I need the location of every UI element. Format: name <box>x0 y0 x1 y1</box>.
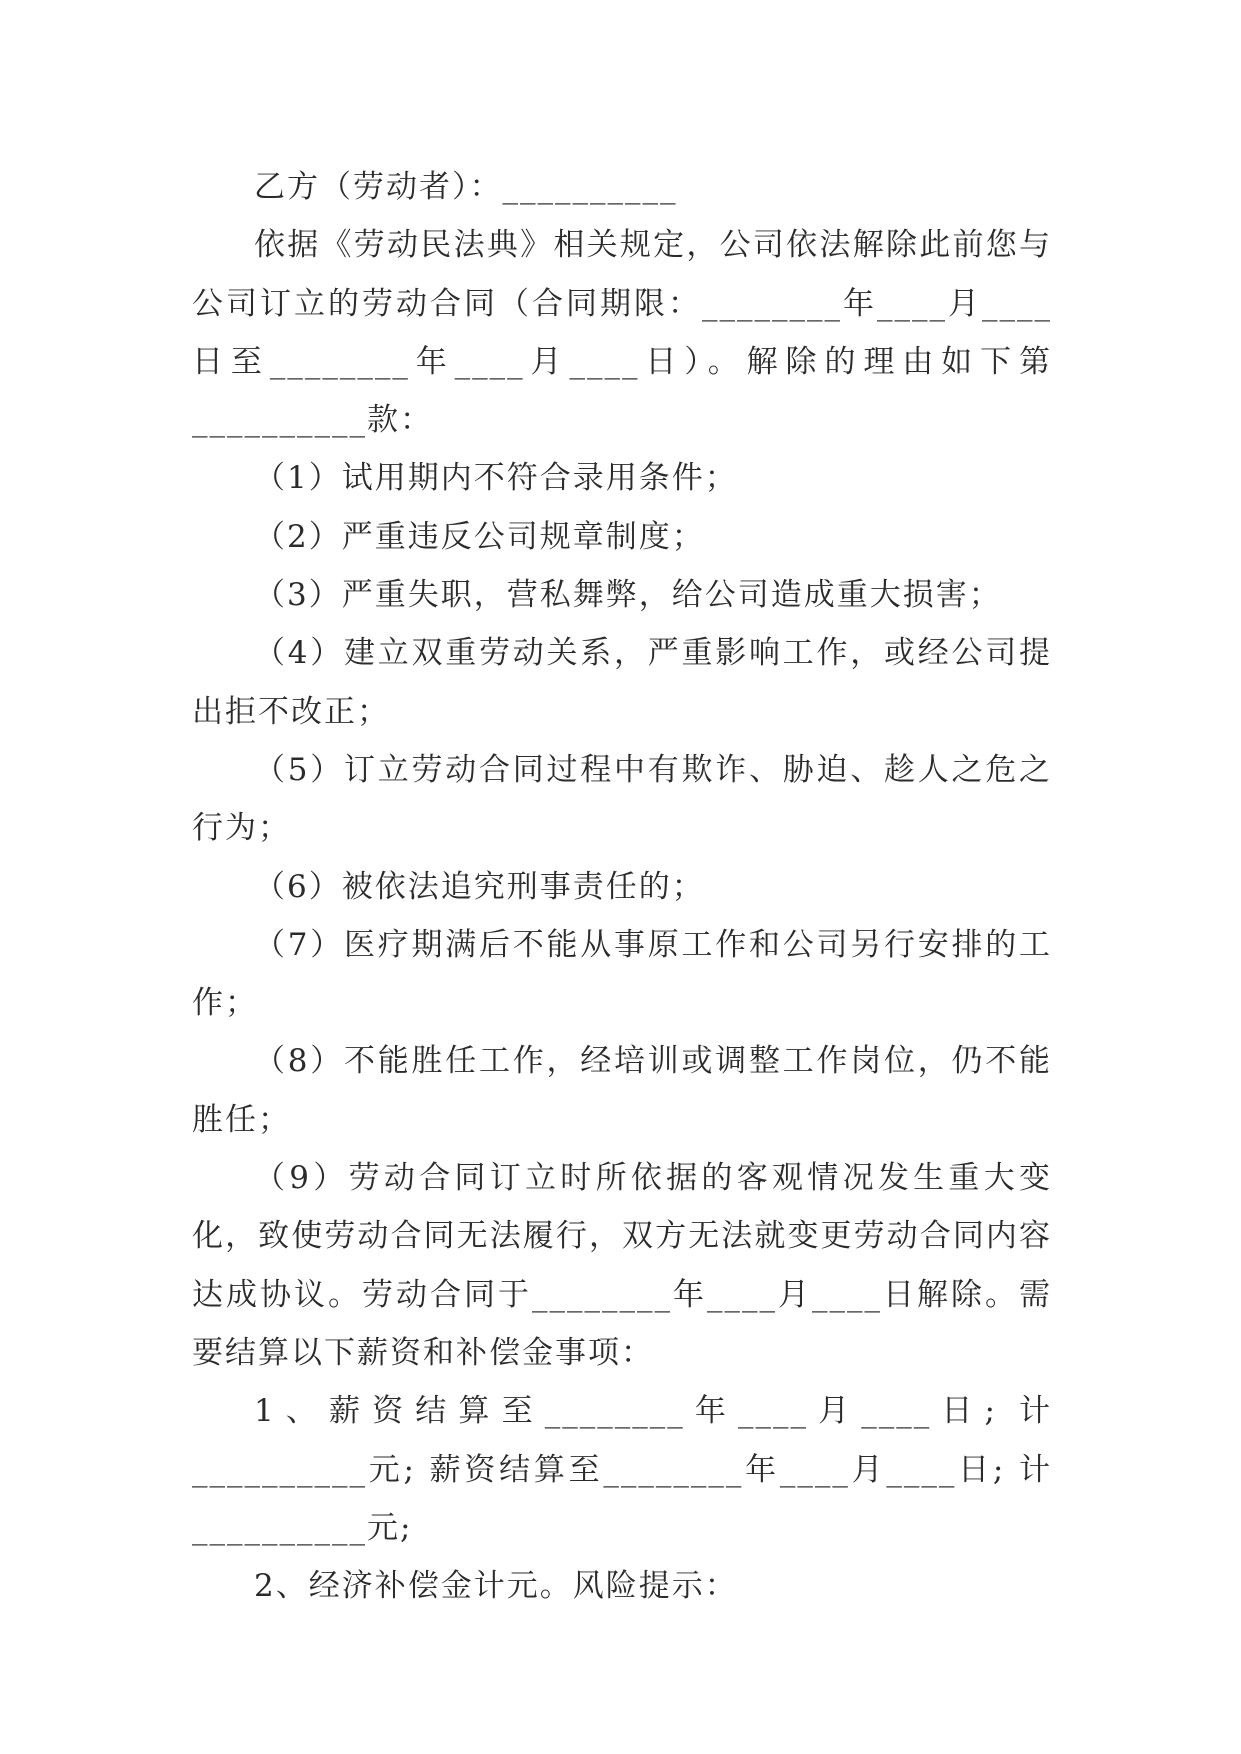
document-body <box>192 158 1052 1615</box>
salary-settlement-item: 1、薪资结算至________年____月____日; 计__________元; 薪资结算至________年____月____日; 计__________元; <box>192 1393 1052 1546</box>
reason-item-2: （2）严重违反公司规章制度； <box>254 518 705 555</box>
reason-item-5: （5）订立劳动合同过程中有欺诈、胁迫、趁人之危之行为； <box>192 751 1052 847</box>
reason-item-8: （8）不能胜任工作，经培训或调整工作岗位，仍不能胜任； <box>192 1043 1052 1138</box>
reason-item-3: （3）严重失职，营私舞弊，给公司造成重大损害； <box>254 577 1002 614</box>
termination-basis-paragraph: 依据《劳动民法典》相关规定，公司依法解除此前您与公司订立的劳动合同（合同期限：________年____月____日至________年____月____日）。解除的理由如下第__________款： <box>192 227 1052 439</box>
reason-item-7: （7）医疗期满后不能从事原工作和公司另行安排的工作； <box>192 926 1052 1022</box>
compensation-item: 2、经济补偿金计元。风险提示： <box>254 1568 738 1605</box>
party-b-line: 乙方（劳动者）：__________ <box>254 169 678 205</box>
reason-item-9: （9）劳动合同订立时所依据的客观情况发生重大变化，致使劳动合同无法履行，双方无法就变更劳动合同内容达成协议。劳动合同于________年____月____日解除。需要结算以下薪资和补偿金事项： <box>192 1160 1052 1371</box>
reason-item-4: （4）建立双重劳动关系，严重影响工作，或经公司提出拒不改正； <box>192 635 1052 730</box>
reason-item-6: （6）被依法追究刑事责任的； <box>254 868 705 905</box>
reason-item-1: （1）试用期内不符合录用条件； <box>254 460 738 497</box>
